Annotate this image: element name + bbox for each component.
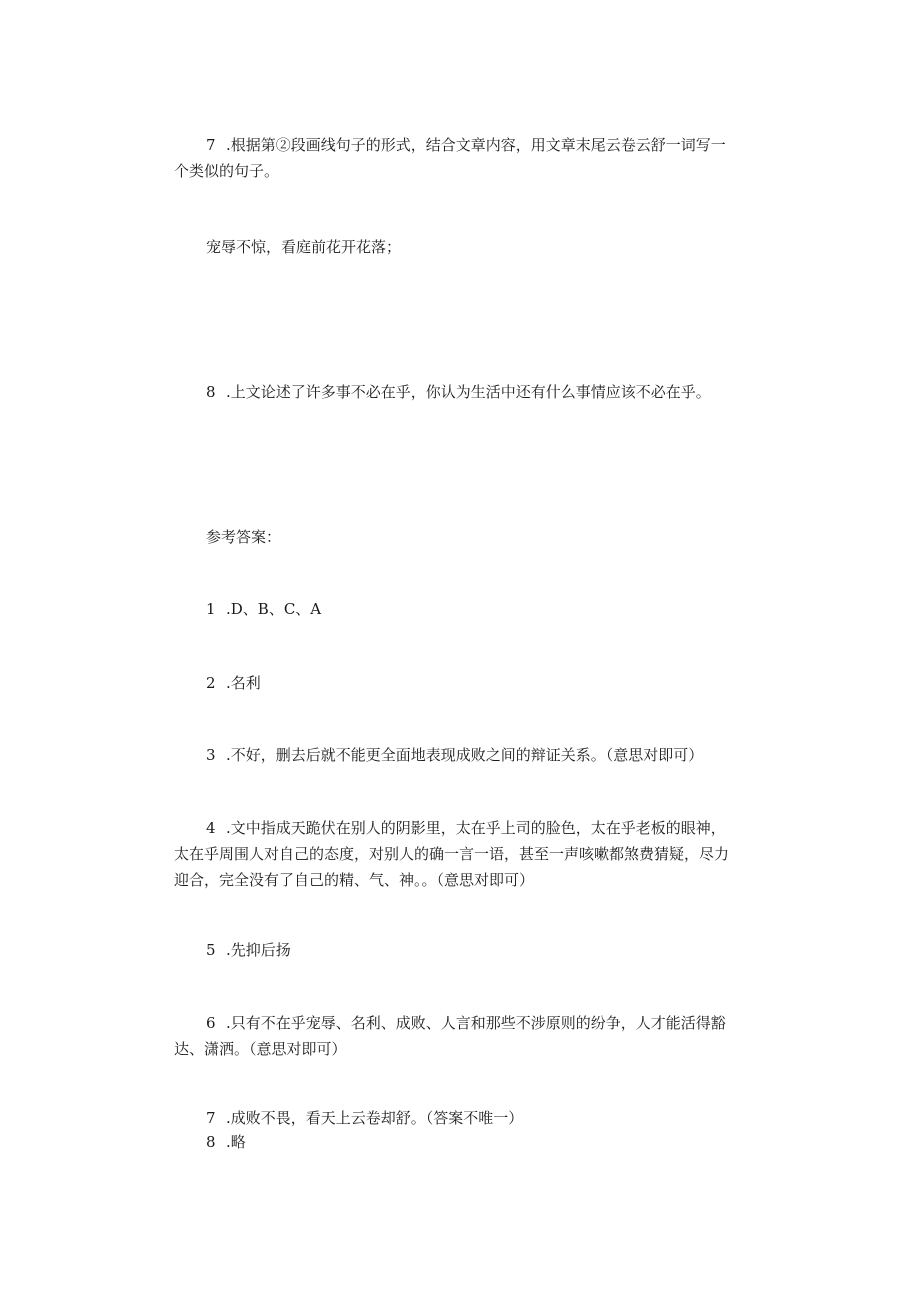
answer-7-number: 7 — [206, 1109, 216, 1127]
answer-2-text: .名利 — [226, 674, 261, 692]
answer-5 — [174, 937, 754, 963]
answer-7-line — [174, 1106, 754, 1130]
answer-5-text: .先抑后扬 — [226, 941, 291, 959]
answer-6-line-2: 达、潇洒。（意思对即可） — [174, 1040, 347, 1058]
question-8-text: .上文论述了许多事不必在乎，你认为生活中还有什么事情应该不必在乎。 — [226, 383, 711, 401]
answer-8-text: .略 — [226, 1133, 246, 1151]
answer-4 — [174, 815, 754, 893]
answer-1 — [174, 596, 754, 622]
question-8 — [174, 379, 754, 405]
answer-3 — [174, 742, 754, 768]
answer-6 — [174, 1010, 754, 1062]
answer-6-text-1: .只有不在乎宠辱、名利、成败、人言和那些不涉原则的纷争，人才能活得豁 — [226, 1014, 726, 1032]
answer-8-number: 8 — [206, 1133, 216, 1151]
question-7 — [174, 132, 754, 184]
answers-heading-text: 参考答案： — [206, 528, 282, 546]
answer-2 — [174, 670, 754, 696]
question-7-line-2: 个类似的句子。 — [174, 162, 280, 180]
answer-4-number: 4 — [206, 819, 216, 837]
answer-2-line — [174, 670, 754, 696]
answer-1-number: 1 — [206, 600, 216, 618]
answer-8-line — [174, 1130, 754, 1154]
answer-4-line-2: 太在乎周围人对自己的态度，对别人的确一言一语，甚至一声咳嗽都煞费猜疑，尽力 — [174, 845, 730, 863]
question-7-text-1: .根据第②段画线句子的形式，结合文章内容，用文章末尾云卷云舒一词写一 — [226, 136, 726, 154]
answer-7-8 — [174, 1106, 754, 1154]
answer-6-line-1 — [174, 1010, 754, 1036]
question-7-prompt — [174, 234, 754, 260]
answer-4-line-1 — [174, 815, 754, 841]
question-7-prompt-text: 宠辱不惊，看庭前花开花落； — [206, 238, 402, 256]
answer-1-text: .D、B、C、A — [226, 600, 322, 618]
answer-3-line — [174, 742, 754, 768]
question-7-line-1 — [174, 132, 754, 158]
answer-3-number: 3 — [206, 746, 216, 764]
answer-7-text: .成败不畏，看天上云卷却舒。（答案不唯一） — [226, 1109, 524, 1127]
answer-6-number: 6 — [206, 1014, 216, 1032]
answer-1-line — [174, 596, 754, 622]
question-8-line — [174, 379, 754, 405]
answer-4-text-1: .文中指成天跪伏在别人的阴影里，太在乎上司的脸色，太在乎老板的眼神， — [226, 819, 726, 837]
answer-3-text: .不好，删去后就不能更全面地表现成败之间的辩证关系。（意思对即可） — [226, 746, 704, 764]
answer-4-line-3: 迎合，完全没有了自己的精、气、神。。（意思对即可） — [174, 871, 535, 889]
answer-5-number: 5 — [206, 941, 216, 959]
question-8-number: 8 — [206, 383, 216, 401]
answer-5-line — [174, 937, 754, 963]
answer-2-number: 2 — [206, 674, 216, 692]
question-7-number: 7 — [206, 136, 216, 154]
answers-heading — [174, 524, 754, 550]
